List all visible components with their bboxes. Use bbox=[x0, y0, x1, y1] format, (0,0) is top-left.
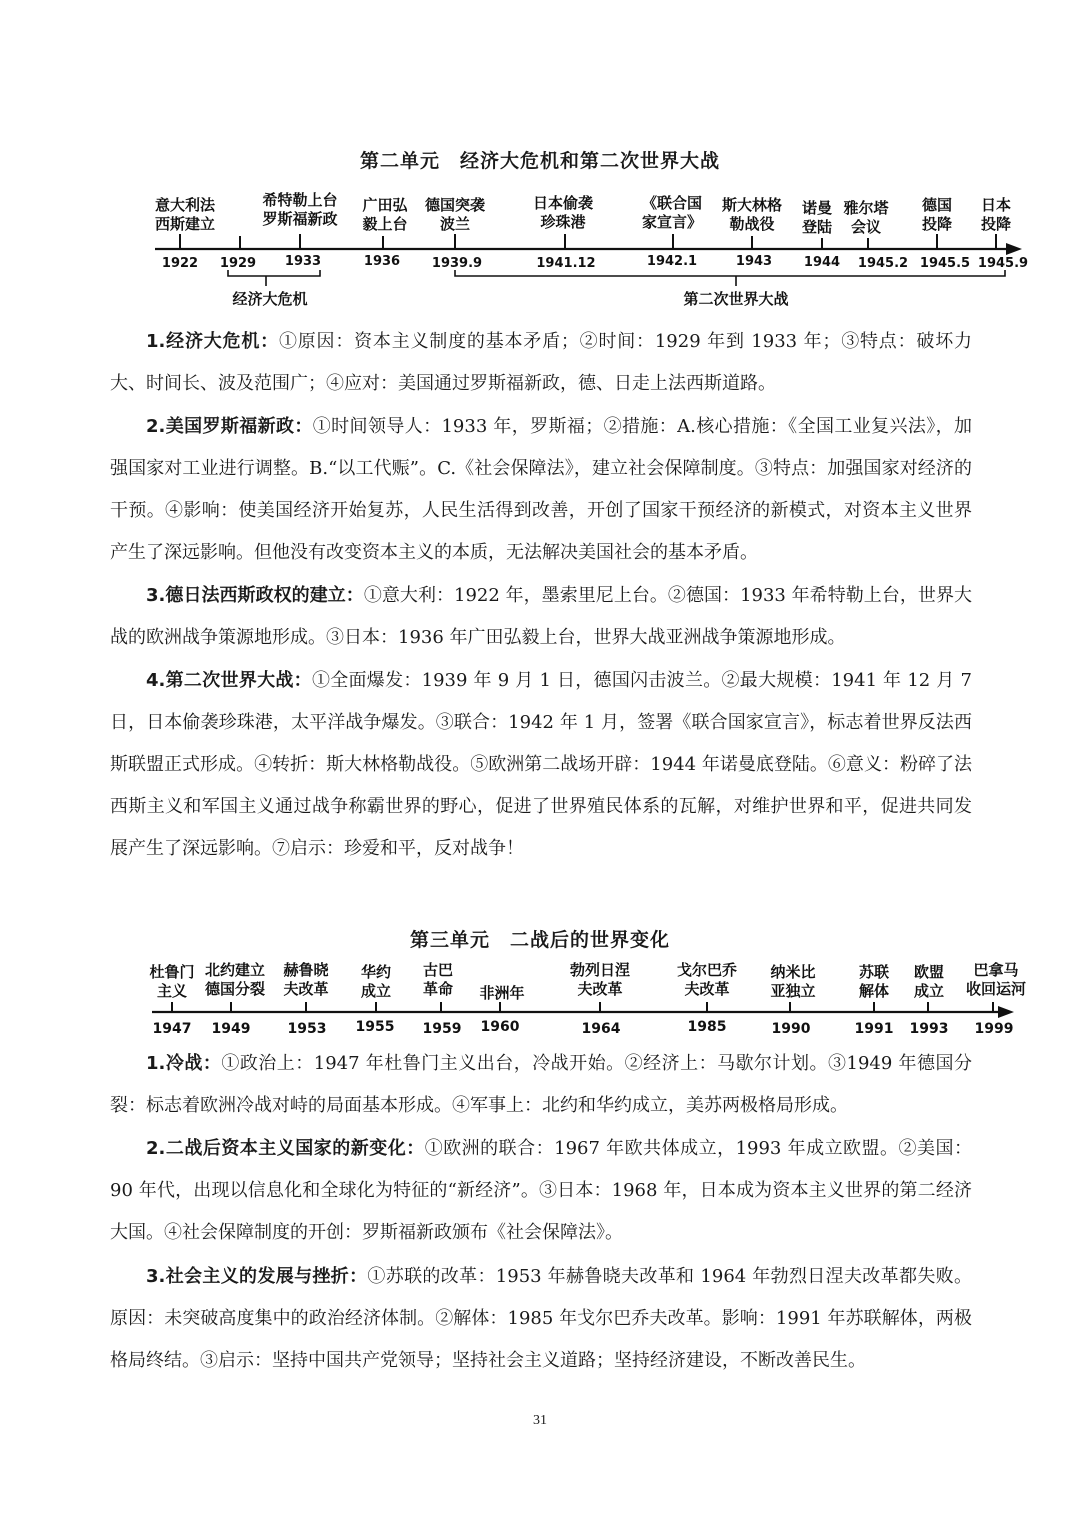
event-label: 日本偷袭 bbox=[532, 194, 594, 212]
year-label: 1944 bbox=[803, 255, 841, 270]
event-label: 投降 bbox=[980, 215, 1012, 233]
event-label: 《联合国 bbox=[641, 194, 703, 212]
event-label: 成立 bbox=[360, 982, 392, 1000]
event-label: 夫改革 bbox=[577, 980, 623, 998]
event-label: 勒战役 bbox=[729, 215, 775, 233]
event-label: 非洲年 bbox=[479, 984, 525, 1002]
unit2-timeline bbox=[0, 188, 1080, 308]
year-label: 1941.12 bbox=[536, 256, 596, 271]
year-label: 1985 bbox=[687, 1019, 727, 1035]
timeline-ticks bbox=[172, 1002, 993, 1012]
bracket-crisis-label: 经济大危机 bbox=[232, 290, 308, 308]
unit2-paragraph-2: 2.美国罗斯福新政：①时间领导人：1933 年，罗斯福；②措施：A.核心措施：《全国工业复兴法》，加强国家对工业进行调整。B.“以工代赈”。C.《社会保障法》，建立社会保障制度。③特点：加强国家对经济的干预。④影响：使美国经济开始复苏，人民生活得到改善，开创了国家干预经济的新模式，对资本主义世界产生了深远影响。但他没有改变资本主义的本质，无法解决美国社会的基本矛盾。 bbox=[110, 416, 972, 563]
unit2-paragraph-4: 4.第二次世界大战：①全面爆发：1939 年 9 月 1 日，德国闪击波兰。②最大规模：1941 年 12 月 7 日，日本偷袭珍珠港，太平洋战争爆发。③联合：1942 年 1 月，签署《联合国家宣言》，标志着世界反法西斯联盟正式形成。④转折：斯大林格勒战役。⑤欧洲第二战场开辟：1944 年诺曼底登陆。⑥意义：粉碎了法西斯主义和军国主义通过战争称霸世界的野心，促进了世界殖民体系的瓦解，对维护世界和平，促进共同发展产生了深远影响。⑦启示：珍爱和平，反对战争！ bbox=[110, 670, 972, 859]
event-label: 日本 bbox=[980, 196, 1012, 214]
year-label: 1960 bbox=[480, 1019, 520, 1035]
event-label: 亚独立 bbox=[770, 982, 816, 1000]
event-label: 戈尔巴乔 bbox=[676, 961, 738, 979]
page-number: 31 bbox=[533, 1413, 547, 1428]
unit2-paragraph-1: 1.经济大危机：①原因：资本主义制度的基本矛盾；②时间：1929 年到 1933 年；③特点：破坏力大、时间长、波及范围广；④应对：美国通过罗斯福新政，德、日走上法西斯道路。 bbox=[110, 331, 972, 394]
unit2-paragraph-3: 3.德日法西斯政权的建立：①意大利：1922 年，墨索里尼上台。②德国：1933 年希特勒上台，世界大战的欧洲战争策源地形成。③日本：1936 年广田弘毅上台，世界大战亚洲战争策源地形成。 bbox=[110, 585, 972, 648]
event-label: 投降 bbox=[921, 215, 953, 233]
year-label: 1945.2 bbox=[857, 256, 909, 271]
event-label: 西斯建立 bbox=[154, 215, 216, 233]
timeline-ticks bbox=[180, 234, 996, 249]
event-label: 会议 bbox=[850, 218, 882, 236]
event-label: 毅上台 bbox=[362, 215, 408, 233]
timeline-arrow bbox=[998, 1006, 1014, 1018]
event-label: 欧盟 bbox=[913, 963, 945, 981]
event-label: 珍珠港 bbox=[540, 213, 586, 231]
event-label: 斯大林格 bbox=[721, 196, 783, 214]
event-label: 广田弘 bbox=[362, 196, 408, 214]
event-label: 成立 bbox=[913, 982, 945, 1000]
year-label: 1947 bbox=[152, 1021, 192, 1037]
year-label: 1959 bbox=[422, 1021, 462, 1037]
unit3-paragraph-3: 3.社会主义的发展与挫折：①苏联的改革：1953 年赫鲁晓夫改革和 1964 年勃烈日涅夫改革都失败。原因：未突破高度集中的政治经济体制。②解体：1985 年戈尔巴乔夫改革。影响：1991 年苏联解体，两极格局终结。③启示：坚持中国共产党领导；坚持社会主义道路；坚持经济建设，不断改善民生。 bbox=[110, 1266, 972, 1371]
year-label: 1955 bbox=[355, 1019, 395, 1035]
event-label: 希特勒上台 bbox=[262, 191, 338, 209]
year-label: 1936 bbox=[363, 254, 401, 269]
event-label: 赫鲁晓 bbox=[283, 961, 329, 979]
year-label: 1999 bbox=[974, 1021, 1014, 1037]
timeline-arrow bbox=[1006, 243, 1022, 255]
year-label: 1922 bbox=[161, 256, 199, 271]
unit3-title: 第三单元 二战后的世界变化 bbox=[409, 929, 670, 951]
event-label: 杜鲁门 bbox=[149, 963, 195, 981]
event-label: 登陆 bbox=[801, 218, 833, 236]
event-label: 解体 bbox=[858, 982, 890, 1000]
event-label: 德国分裂 bbox=[204, 980, 266, 998]
year-label: 1939.9 bbox=[431, 256, 483, 271]
year-label: 1929 bbox=[219, 256, 257, 271]
year-label: 1964 bbox=[581, 1021, 621, 1037]
unit2-title: 第二单元 经济大危机和第二次世界大战 bbox=[359, 150, 720, 172]
year-label: 1949 bbox=[211, 1021, 251, 1037]
event-label: 家宣言》 bbox=[641, 213, 703, 231]
event-label: 夫改革 bbox=[684, 980, 730, 998]
year-label: 1945.9 bbox=[977, 256, 1029, 271]
unit3-timeline bbox=[0, 960, 1080, 1040]
event-label: 意大利法 bbox=[154, 196, 216, 214]
year-label: 1991 bbox=[854, 1021, 894, 1037]
bracket-war-label: 第二次世界大战 bbox=[683, 290, 789, 308]
bracket-war bbox=[455, 270, 1005, 286]
year-label: 1933 bbox=[284, 254, 322, 269]
event-label: 巴拿马 bbox=[973, 961, 1019, 979]
unit3-paragraph-1: 1.冷战：①政治上：1947 年杜鲁门主义出台，冷战开始。②经济上：马歇尔计划。③1949 年德国分裂：标志着欧洲冷战对峙的局面基本形成。④军事上：北约和华约成立，美苏两极格局形成。 bbox=[110, 1053, 972, 1116]
year-label: 1942.1 bbox=[646, 254, 698, 269]
event-label: 收回运河 bbox=[965, 980, 1027, 998]
year-label: 1945.5 bbox=[919, 256, 971, 271]
event-label: 华约 bbox=[360, 963, 392, 981]
event-label: 革命 bbox=[422, 980, 454, 998]
event-label: 罗斯福新政 bbox=[262, 210, 338, 228]
event-label: 德国突袭 bbox=[424, 196, 486, 214]
event-label: 纳米比 bbox=[770, 963, 816, 981]
year-label: 1993 bbox=[909, 1021, 949, 1037]
event-label: 诺曼 bbox=[801, 199, 833, 217]
year-label: 1990 bbox=[771, 1021, 811, 1037]
event-label: 德国 bbox=[921, 196, 953, 214]
event-label: 波兰 bbox=[439, 215, 471, 233]
event-label: 古巴 bbox=[422, 961, 454, 979]
event-label: 主义 bbox=[156, 982, 188, 1000]
event-label: 夫改革 bbox=[283, 980, 329, 998]
unit3-paragraph-2: 2.二战后资本主义国家的新变化：①欧洲的联合：1967 年欧共体成立，1993 年成立欧盟。②美国：90 年代，出现以信息化和全球化为特征的“新经济”。③日本：1968 年，日本成为资本主义世界的第二经济大国。④社会保障制度的开创：罗斯福新政颁布《社会保障法》。 bbox=[110, 1138, 972, 1243]
event-label: 苏联 bbox=[858, 963, 890, 981]
event-label: 北约建立 bbox=[204, 961, 266, 979]
year-label: 1953 bbox=[287, 1021, 327, 1037]
bracket-crisis bbox=[228, 270, 320, 286]
event-label: 雅尔塔 bbox=[843, 199, 889, 217]
event-label: 勃列日涅 bbox=[569, 961, 631, 979]
year-label: 1943 bbox=[735, 254, 773, 269]
